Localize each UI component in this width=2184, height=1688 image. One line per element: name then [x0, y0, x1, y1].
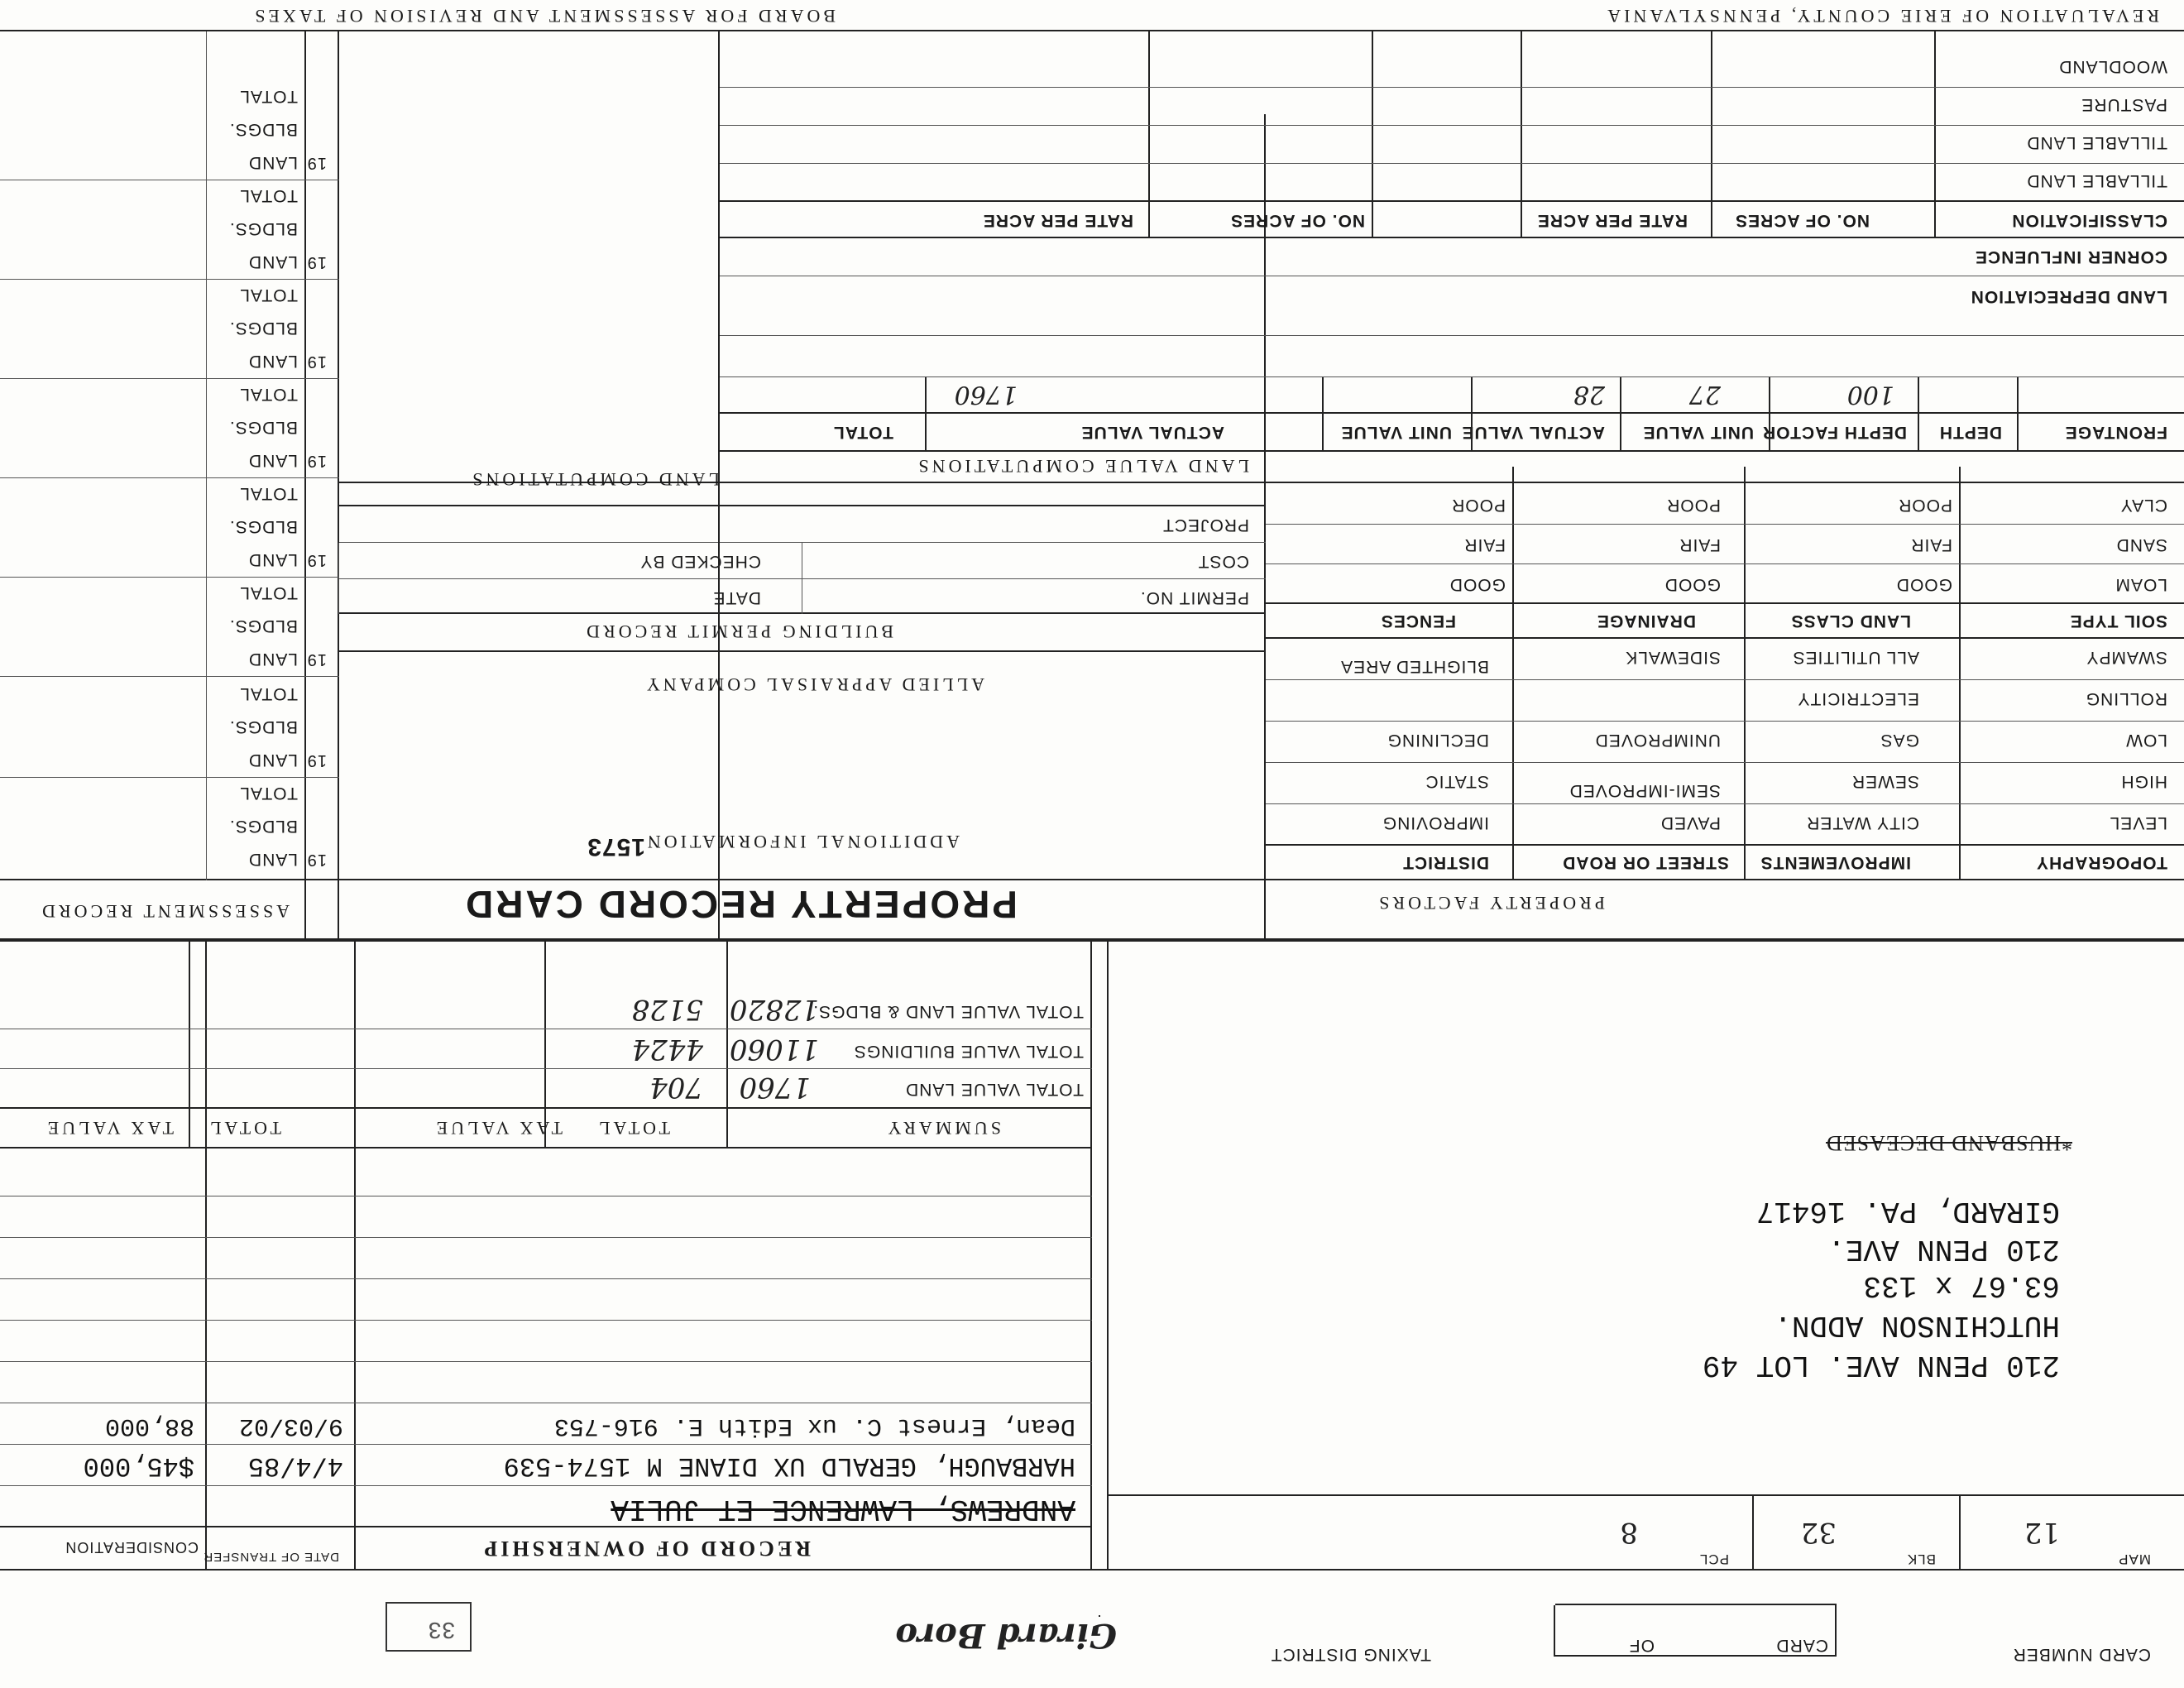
- classification-header: NO. OF ACRES: [1230, 211, 1365, 230]
- summary-header: SUMMARY: [884, 1118, 1001, 1139]
- of-label: OF: [1628, 1636, 1655, 1655]
- owner-name: Dean, Ernest C. ux Edith E. 916-753: [553, 1412, 1075, 1440]
- factor-option: GAS: [1880, 731, 1919, 750]
- factor-option: ELECTRICITY: [1797, 689, 1919, 708]
- land-type-label: TILLABLE LAND: [2026, 171, 2167, 190]
- assessment-row-label: LAND: [247, 451, 298, 470]
- property-address-line: 210 PENN AVE. LOT 49: [1702, 1348, 2060, 1382]
- actual-value: 28: [1573, 380, 1605, 409]
- factor-option: ALL UTILITIES: [1792, 648, 1919, 667]
- assessment-row-label: BLDGS.: [228, 616, 298, 635]
- assessment-row-label: LAND: [247, 750, 298, 770]
- assessment-year-prefix: 19: [306, 452, 327, 470]
- factor-option: ROLLING: [2085, 689, 2167, 708]
- factor-option: FAIR: [1463, 535, 1506, 554]
- map-label: MAP: [2118, 1551, 2151, 1567]
- assessment-row-label: TOTAL: [239, 186, 298, 205]
- factor-option: STATIC: [1425, 772, 1489, 791]
- summary-total: 12820: [729, 993, 819, 1026]
- factor-header: DISTRICT: [1402, 853, 1489, 872]
- assessment-row-label: BLDGS.: [228, 817, 298, 836]
- land-col-header: FRONTAGE: [2064, 423, 2167, 442]
- consideration-header: CONSIDERATION: [65, 1539, 199, 1556]
- project-label: PROJECT: [1161, 516, 1249, 535]
- assessment-record-title: ASSESSMENT RECORD: [39, 901, 290, 922]
- parcel-number: 8: [1620, 1516, 1638, 1549]
- factor-header: STREET OR ROAD: [1562, 853, 1729, 872]
- land-col-header: DEPTH: [1938, 423, 2002, 442]
- corner-influence-label: CORNER INFLUENCE: [1974, 247, 2167, 266]
- land-col-header: TOTAL: [832, 423, 893, 442]
- husband-deceased-note: *HUSBAND DECEASED: [1826, 1131, 2072, 1155]
- card-of-label: CARD: [1775, 1636, 1828, 1655]
- date-of-transfer-header: DATE OF TRANSFER: [203, 1550, 339, 1564]
- cost-label: COST: [1197, 552, 1249, 571]
- classification-header: RATE PER ACRE: [1536, 211, 1688, 230]
- stamp-box-value: 33: [427, 1618, 455, 1643]
- factor-option: PAVED: [1660, 813, 1721, 832]
- allied-appraisal-company: ALLIED APPRAISAL COMPANY: [643, 674, 984, 695]
- factor-option: GOOD: [1895, 575, 1952, 594]
- pcl-label: PCL: [1698, 1551, 1729, 1567]
- factor-option: POOR: [1898, 496, 1952, 515]
- assessment-year-prefix: 19: [306, 253, 327, 271]
- summary-total: 1760: [739, 1071, 811, 1104]
- summary-total-header: TOTAL: [596, 1118, 670, 1139]
- assessment-year-prefix: 19: [306, 154, 327, 172]
- summary-row-label: TOTAL VALUE LAND: [905, 1080, 1084, 1099]
- factor-header: IMPROVEMENTS: [1760, 853, 1911, 872]
- land-type-label: PASTURE: [2081, 95, 2167, 114]
- assessment-row-label: TOTAL: [239, 385, 298, 404]
- factor-option: BLIGHTED AREA: [1340, 657, 1489, 676]
- taxing-district-label: TAXING DISTRICT: [1270, 1645, 1431, 1664]
- factor-option: LOW: [2125, 731, 2167, 750]
- property-factors-title: PROPERTY FACTORS: [1376, 893, 1605, 914]
- factor-option: UNIMPROVED: [1594, 731, 1721, 750]
- factor-option: SWAMPY: [2086, 648, 2167, 667]
- blk-label: BLK: [1906, 1551, 1936, 1567]
- permit-no-label: PERMIT NO.: [1139, 588, 1249, 607]
- summary-tax-value: 704: [649, 1071, 703, 1104]
- building-permit-title: BUILDING PERMIT RECORD: [583, 621, 893, 642]
- ownership-title: RECORD OF OWNERSHIP: [481, 1537, 811, 1561]
- property-address-line: 210 PENN AVE.: [1827, 1232, 2060, 1266]
- assessment-row-label: LAND: [247, 550, 298, 569]
- card-number-label: CARD NUMBER: [2012, 1645, 2151, 1664]
- date-label: DATE: [712, 588, 761, 607]
- consideration-amount: $45,000: [83, 1451, 194, 1481]
- factor-option: SEMI-IMPROVED: [1569, 781, 1721, 800]
- assessment-row-label: BLDGS.: [228, 219, 298, 238]
- assessment-row-label: LAND: [247, 252, 298, 271]
- factor-header: TOPOGRAPHY: [2036, 853, 2167, 872]
- summary-total: 11060: [729, 1033, 819, 1066]
- assessment-row-label: LAND: [247, 850, 298, 869]
- factor-option: LEVEL: [2109, 813, 2167, 832]
- assessment-row-label: TOTAL: [239, 784, 298, 803]
- factor-option: SEWER: [1851, 772, 1919, 791]
- assessment-row-label: TOTAL: [239, 583, 298, 602]
- land-col-header: DEPTH FACTOR: [1762, 423, 1907, 442]
- assessment-year-prefix: 19: [306, 650, 327, 669]
- assessment-row-label: TOTAL: [239, 87, 298, 106]
- property-record-card-title: PROPERTY RECORD CARD: [463, 883, 1018, 926]
- owner-name: HARBAUGH, GERALD UX DIANE M 1574-539: [503, 1451, 1075, 1481]
- summary-tax-value: 4424: [631, 1033, 703, 1066]
- land-total: 1760: [954, 380, 1018, 409]
- factor-option: SAND: [2115, 535, 2167, 554]
- taxing-district-value: Girard Boro: [895, 1616, 1117, 1655]
- classification-header: NO. OF ACRES: [1735, 211, 1870, 230]
- assessment-row-label: TOTAL: [239, 684, 298, 703]
- assessment-row-label: LAND: [247, 153, 298, 172]
- block-number: 32: [1800, 1516, 1837, 1549]
- classification-header: RATE PER ACRE: [982, 211, 1133, 230]
- assessment-year-prefix: 19: [306, 551, 327, 569]
- assessment-row-label: LAND: [247, 650, 298, 669]
- assessment-year-prefix: 19: [306, 851, 327, 869]
- factor-header: LAND CLASS: [1790, 611, 1911, 631]
- land-computations-title: LAND COMPUTATIONS: [469, 469, 720, 490]
- classification-label: CLASSIFICATION: [2011, 211, 2167, 230]
- assessment-row-label: BLDGS.: [228, 319, 298, 338]
- factor-option: CITY WATER: [1806, 813, 1919, 832]
- land-col-header: ACTUAL VALUE: [1080, 423, 1224, 442]
- consideration-amount: 88,000: [104, 1412, 194, 1440]
- assessment-row-label: BLDGS.: [228, 418, 298, 437]
- owner-name: ANDREWS, LAWRENCE ET JULIA: [611, 1492, 1075, 1526]
- factor-option: GOOD: [1449, 575, 1506, 594]
- assessment-row-label: BLDGS.: [228, 717, 298, 736]
- factor-option: POOR: [1451, 496, 1506, 515]
- county-title: REVALUATION OF ERIE COUNTY, PENNSYLVANIA: [1604, 6, 2159, 26]
- factor-option: GOOD: [1664, 575, 1721, 594]
- assessment-row-label: BLDGS.: [228, 120, 298, 139]
- summary-row-label: TOTAL VALUE LAND & BLDGS.: [812, 1002, 1084, 1021]
- assessment-row-label: BLDGS.: [228, 517, 298, 536]
- depth-value: 100: [1846, 380, 1894, 409]
- assessment-row-label: TOTAL: [239, 484, 298, 503]
- assessment-year-prefix: 19: [306, 751, 327, 770]
- land-type-label: WOODLAND: [2058, 57, 2167, 76]
- factor-option: HIGH: [2120, 772, 2167, 791]
- factor-option: DECLINING: [1387, 731, 1489, 750]
- assessment-row-label: LAND: [247, 352, 298, 371]
- factor-option: IMPROVING: [1382, 813, 1489, 832]
- summary-total-header-2: TOTAL: [207, 1118, 281, 1139]
- board-title: BOARD FOR ASSESSMENT AND REVISION OF TAXES: [251, 6, 836, 26]
- assessment-year-prefix: 19: [306, 352, 327, 371]
- land-type-label: TILLABLE LAND: [2026, 133, 2167, 152]
- summary-tax-value-header-2: TAX VALUE: [44, 1118, 174, 1139]
- additional-info-title: ADDITIONAL INFORMATION: [644, 832, 960, 852]
- checked-by-label: CHECKED BY: [639, 552, 761, 571]
- factor-header: FENCES: [1380, 611, 1456, 631]
- factor-option: SIDEWALK: [1625, 648, 1721, 667]
- property-address-line: 63.67 x 133: [1863, 1268, 2060, 1302]
- stamp-number: 1573: [587, 833, 645, 861]
- factor-header: SOIL TYPE: [2069, 611, 2167, 631]
- land-col-header: ACTUAL VALUE: [1461, 423, 1605, 442]
- land-depreciation-label: LAND DEPRECIATION: [1970, 287, 2167, 306]
- factor-option: FAIR: [1679, 535, 1721, 554]
- factor-option: POOR: [1666, 496, 1721, 515]
- summary-tax-value: 5128: [631, 993, 703, 1026]
- transfer-date: 9/03/02: [238, 1412, 343, 1440]
- factor-option: CLAY: [2119, 496, 2167, 515]
- land-value-computations-title: LAND VALUE COMPUTATIONS: [915, 456, 1249, 477]
- transfer-date: 4/4/85: [247, 1451, 343, 1481]
- summary-tax-value-header: TAX VALUE: [433, 1118, 563, 1139]
- property-address-line: HUTCHINSON ADDN.: [1774, 1308, 2060, 1342]
- factor-option: LOAM: [2115, 575, 2167, 594]
- unit-value: 27: [1688, 380, 1721, 409]
- property-address-line: GIRARD, PA. 16417: [1755, 1194, 2060, 1228]
- summary-row-label: TOTAL VALUE BUILDINGS: [853, 1042, 1084, 1061]
- map-number: 12: [2024, 1516, 2060, 1549]
- assessment-row-label: TOTAL: [239, 285, 298, 305]
- factor-header: DRAINAGE: [1596, 611, 1696, 631]
- land-col-header: UNIT VALUE: [1642, 423, 1754, 442]
- factor-option: FAIR: [1910, 535, 1952, 554]
- land-col-header: UNIT VALUE: [1340, 423, 1452, 442]
